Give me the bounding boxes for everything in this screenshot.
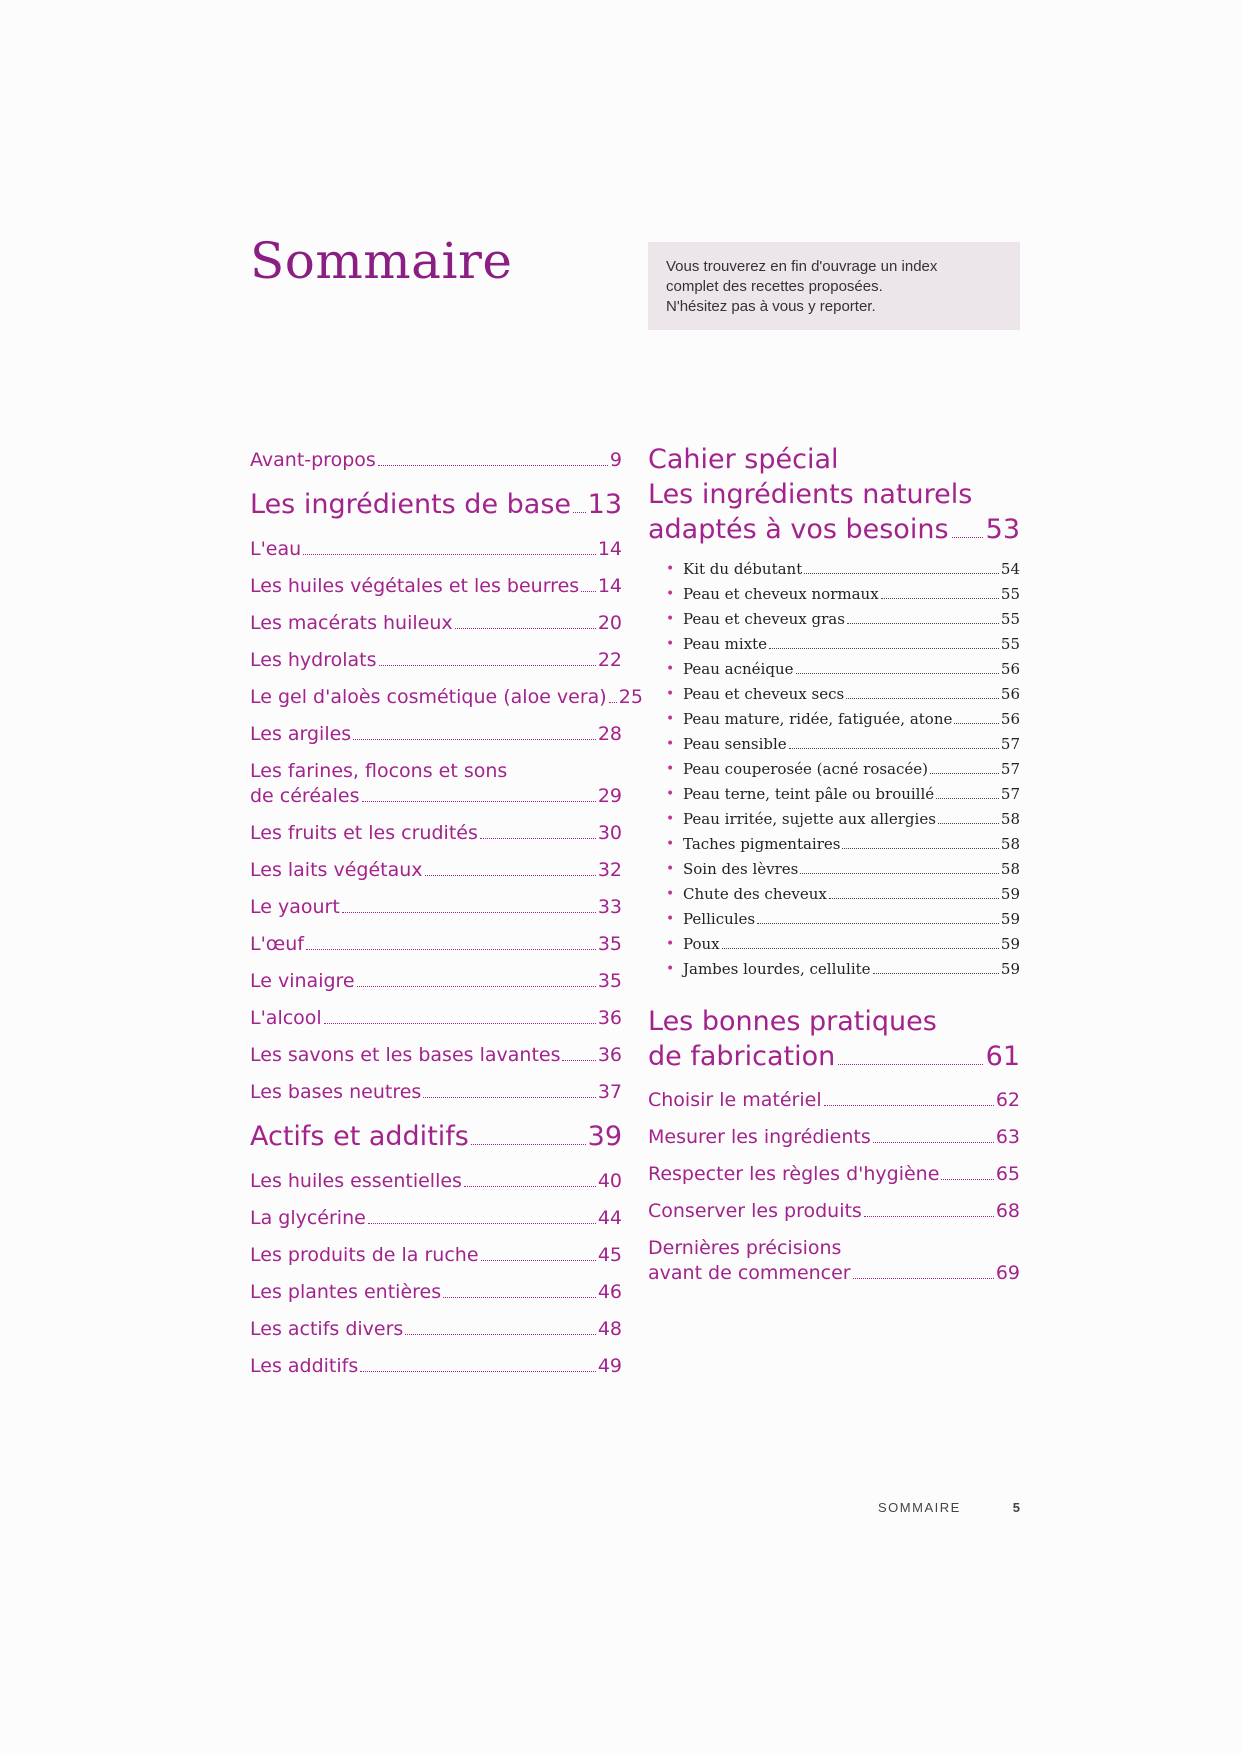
toc-entry[interactable]	[250, 605, 622, 642]
toc-page: 35	[597, 970, 622, 992]
toc-label-line1: Les farines, flocons et sons	[250, 760, 508, 782]
toc-label: Peau et cheveux secs	[683, 685, 845, 703]
toc-page: 58	[1000, 810, 1020, 828]
bullet-icon: •	[666, 586, 675, 602]
toc-page: 30	[597, 822, 622, 844]
note-line: complet des recettes proposées.	[666, 278, 883, 295]
toc-page: 44	[597, 1207, 622, 1229]
toc-label: Avant-propos	[250, 449, 376, 471]
toc-page: 39	[587, 1121, 622, 1152]
toc-page: 28	[597, 723, 622, 745]
toc-section-actifs-additifs[interactable]	[250, 1115, 622, 1159]
list-item[interactable]	[666, 807, 1020, 832]
toc-label-line2: de céréales	[250, 785, 360, 807]
bullet-icon: •	[666, 886, 675, 902]
toc-label: Les savons et les bases lavantes	[250, 1044, 561, 1066]
leader-dots	[842, 848, 998, 849]
leader-dots	[873, 973, 999, 974]
list-item[interactable]	[666, 882, 1020, 907]
toc-entry[interactable]	[250, 1074, 622, 1111]
leader-dots	[938, 823, 999, 824]
toc-label: Kit du débutant	[683, 560, 803, 578]
toc-page: 53	[985, 514, 1020, 545]
toc-label: Peau couperosée (acné rosacée)	[683, 760, 929, 778]
toc-page: 20	[597, 612, 622, 634]
toc-entry[interactable]	[250, 531, 622, 568]
toc-label: Choisir le matériel	[648, 1089, 822, 1111]
toc-label: Peau mixte	[683, 635, 768, 653]
toc-entry[interactable]	[250, 1163, 622, 1200]
list-item[interactable]	[666, 932, 1020, 957]
toc-page: 35	[597, 933, 622, 955]
toc-label: Conserver les produits	[648, 1200, 862, 1222]
leader-dots	[804, 573, 999, 574]
leader-dots	[357, 986, 596, 987]
toc-label: Les huiles végétales et les beurres	[250, 575, 580, 597]
toc-label: Peau irritée, sujette aux allergies	[683, 810, 936, 828]
toc-page: 59	[1000, 885, 1020, 903]
leader-dots	[930, 773, 999, 774]
toc-page: 57	[1000, 785, 1020, 803]
leader-dots	[480, 838, 596, 839]
bullet-icon: •	[666, 686, 675, 702]
toc-entry[interactable]	[250, 1311, 622, 1348]
leader-dots	[581, 591, 596, 592]
leader-dots	[471, 1144, 586, 1145]
bullet-icon: •	[666, 611, 675, 627]
toc-label: Soin des lèvres	[683, 860, 799, 878]
toc-label: Le gel d'aloès cosmétique (aloe vera)	[250, 686, 607, 708]
toc-label: Mesurer les ingrédients	[648, 1126, 871, 1148]
leader-dots	[838, 1064, 982, 1065]
toc-page: 55	[1000, 585, 1020, 603]
toc-entry[interactable]	[250, 642, 622, 679]
leader-dots	[757, 923, 999, 924]
toc-page: 56	[1000, 710, 1020, 728]
leader-dots	[368, 1223, 596, 1224]
toc-page: 25	[618, 686, 643, 708]
toc-section-cahier-special[interactable]	[648, 442, 1020, 547]
toc-entry[interactable]	[250, 889, 622, 926]
page-number: 5	[1012, 1500, 1020, 1515]
toc-label: Les produits de la ruche	[250, 1244, 479, 1266]
toc-page: 29	[597, 785, 622, 807]
list-item[interactable]	[666, 782, 1020, 807]
toc-page: 69	[995, 1262, 1020, 1284]
toc-label: adaptés à vos besoins	[648, 514, 949, 545]
toc-label: Les laits végétaux	[250, 859, 423, 881]
bullet-icon: •	[666, 811, 675, 827]
toc-page: 57	[1000, 735, 1020, 753]
toc-label: Les plantes entières	[250, 1281, 442, 1303]
page-title: Sommaire	[250, 232, 513, 290]
cahier-sub-list	[648, 557, 1020, 982]
list-item[interactable]	[666, 832, 1020, 857]
toc-label: Les huiles essentielles	[250, 1170, 462, 1192]
leader-dots	[464, 1186, 596, 1187]
toc-page: 61	[985, 1041, 1020, 1072]
toc-label: Poux	[683, 935, 720, 953]
toc-entry[interactable]	[250, 852, 622, 889]
toc-page: 9	[609, 449, 622, 471]
toc-page: 14	[597, 538, 622, 560]
toc-label-line2: avant de commencer	[648, 1262, 851, 1284]
toc-page: 56	[1000, 685, 1020, 703]
section-line: Cahier spécial	[648, 444, 839, 475]
toc-page: 36	[597, 1044, 622, 1066]
toc-label: Pellicules	[683, 910, 756, 928]
toc-page: 37	[597, 1081, 622, 1103]
toc-label: Les fruits et les crudités	[250, 822, 478, 844]
bullet-icon: •	[666, 711, 675, 727]
toc-label: Chute des cheveux	[683, 885, 827, 903]
toc-label: Respecter les règles d'hygiène	[648, 1163, 940, 1185]
leader-dots	[609, 702, 617, 703]
leader-dots	[455, 628, 596, 629]
leader-dots	[873, 1142, 994, 1143]
list-item[interactable]	[666, 632, 1020, 657]
leader-dots	[864, 1216, 994, 1217]
toc-line2	[250, 784, 622, 809]
leader-dots	[952, 537, 983, 538]
toc-page: 59	[1000, 960, 1020, 978]
toc-entry[interactable]	[250, 568, 622, 605]
index-note-box	[648, 242, 1020, 330]
bullet-icon: •	[666, 561, 675, 577]
toc-line2	[648, 1261, 1020, 1286]
toc-right-column	[648, 442, 1020, 1292]
toc-label: de fabrication	[648, 1041, 836, 1072]
toc-page: 40	[597, 1170, 622, 1192]
leader-dots	[481, 1260, 596, 1261]
leader-dots	[353, 739, 596, 740]
toc-label: La glycérine	[250, 1207, 366, 1229]
list-item[interactable]	[666, 857, 1020, 882]
toc-label: L'œuf	[250, 933, 304, 955]
leader-dots	[303, 554, 596, 555]
toc-page: 13	[587, 489, 622, 520]
bullet-icon: •	[666, 836, 675, 852]
toc-entry[interactable]	[250, 1274, 622, 1311]
leader-dots	[360, 1371, 596, 1372]
toc-page: 58	[1000, 860, 1020, 878]
toc-label: L'alcool	[250, 1007, 322, 1029]
toc-entry[interactable]	[250, 1237, 622, 1274]
leader-dots	[789, 748, 999, 749]
toc-entry[interactable]	[250, 1348, 622, 1385]
toc-entry[interactable]	[250, 926, 622, 963]
toc-entry[interactable]	[250, 1037, 622, 1074]
toc-entry[interactable]	[648, 1156, 1020, 1193]
note-line: N'hésitez pas à vous y reporter.	[666, 298, 876, 315]
leader-dots	[941, 1179, 993, 1180]
toc-page: 58	[1000, 835, 1020, 853]
leader-dots	[562, 1060, 595, 1061]
leader-dots	[829, 898, 999, 899]
toc-page: 49	[597, 1355, 622, 1377]
leader-dots	[423, 1097, 595, 1098]
toc-page: 68	[995, 1200, 1020, 1222]
toc-page: 57	[1000, 760, 1020, 778]
list-item[interactable]	[666, 582, 1020, 607]
toc-page: 46	[597, 1281, 622, 1303]
list-item[interactable]	[666, 657, 1020, 682]
bullet-icon: •	[666, 661, 675, 677]
leader-dots	[362, 801, 596, 802]
toc-label: Les ingrédients de base	[250, 489, 571, 520]
bullet-icon: •	[666, 911, 675, 927]
leader-dots	[853, 1278, 994, 1279]
toc-label: Les bases neutres	[250, 1081, 422, 1103]
toc-entry[interactable]	[250, 716, 622, 753]
leader-dots	[796, 673, 999, 674]
list-item[interactable]	[666, 757, 1020, 782]
toc-entry[interactable]	[648, 1193, 1020, 1230]
bullet-icon: •	[666, 736, 675, 752]
leader-dots	[936, 798, 999, 799]
bullet-icon: •	[666, 936, 675, 952]
toc-page: 54	[1000, 560, 1020, 578]
toc-label: L'eau	[250, 538, 302, 560]
toc-page: 22	[597, 649, 622, 671]
page-footer	[878, 1500, 1020, 1515]
toc-page: 45	[597, 1244, 622, 1266]
toc-label: Peau mature, ridée, fatiguée, atone	[683, 710, 953, 728]
toc-entry-dernieres[interactable]	[648, 1236, 1020, 1286]
toc-label: Les actifs divers	[250, 1318, 404, 1340]
toc-entry[interactable]	[250, 815, 622, 852]
leader-dots	[378, 465, 608, 466]
toc-page: 59	[1000, 910, 1020, 928]
leader-dots	[342, 912, 596, 913]
toc-entry[interactable]	[648, 1119, 1020, 1156]
toc-entry[interactable]	[250, 1000, 622, 1037]
toc-label: Les hydrolats	[250, 649, 377, 671]
leader-dots	[800, 873, 999, 874]
bullet-icon: •	[666, 636, 675, 652]
toc-left-column	[250, 442, 643, 1385]
toc-label-line1: Dernières précisions	[648, 1237, 842, 1259]
toc-page: 65	[995, 1163, 1020, 1185]
list-item[interactable]	[666, 682, 1020, 707]
toc-entry-farines[interactable]	[250, 759, 622, 809]
leader-dots	[769, 648, 999, 649]
toc-page: 14	[597, 575, 622, 597]
toc-label: Peau sensible	[683, 735, 787, 753]
bullet-icon: •	[666, 961, 675, 977]
toc-label: Les macérats huileux	[250, 612, 453, 634]
toc-entry[interactable]	[250, 1200, 622, 1237]
leader-dots	[847, 623, 999, 624]
toc-section-bonnes-pratiques[interactable]	[648, 1004, 1020, 1074]
list-item[interactable]	[666, 907, 1020, 932]
toc-label: Peau et cheveux gras	[683, 610, 845, 628]
note-line: Vous trouverez en fin d'ouvrage un index	[666, 258, 938, 275]
leader-dots	[425, 875, 596, 876]
toc-entry[interactable]	[648, 1082, 1020, 1119]
list-item[interactable]	[666, 607, 1020, 632]
running-footer-label: SOMMAIRE	[878, 1500, 961, 1515]
section-line: Les bonnes pratiques	[648, 1006, 937, 1037]
leader-dots	[846, 698, 999, 699]
toc-label: Peau acnéique	[683, 660, 794, 678]
section-line-with-page	[648, 1039, 1020, 1074]
toc-label: Jambes lourdes, cellulite	[683, 960, 871, 978]
toc-label: Les additifs	[250, 1355, 359, 1377]
bullet-icon: •	[666, 786, 675, 802]
toc-label: Peau et cheveux normaux	[683, 585, 879, 603]
toc-page: 33	[597, 896, 622, 918]
list-item[interactable]	[666, 557, 1020, 582]
toc-page: 32	[597, 859, 622, 881]
toc-page: 48	[597, 1318, 622, 1340]
toc-page: 56	[1000, 660, 1020, 678]
toc-page: 55	[1000, 610, 1020, 628]
toc-label: Taches pigmentaires	[683, 835, 841, 853]
list-item[interactable]	[666, 957, 1020, 982]
bullet-icon: •	[666, 861, 675, 877]
leader-dots	[405, 1334, 596, 1335]
toc-page: 59	[1000, 935, 1020, 953]
toc-label: Actifs et additifs	[250, 1121, 469, 1152]
toc-label: Le yaourt	[250, 896, 340, 918]
toc-page: 36	[597, 1007, 622, 1029]
toc-label: Les argiles	[250, 723, 352, 745]
bullet-icon: •	[666, 761, 675, 777]
toc-label: Peau terne, teint pâle ou brouillé	[683, 785, 935, 803]
leader-dots	[324, 1023, 596, 1024]
leader-dots	[722, 948, 999, 949]
toc-page: 62	[995, 1089, 1020, 1111]
section-line: Les ingrédients naturels	[648, 479, 973, 510]
leader-dots	[881, 598, 999, 599]
leader-dots	[573, 512, 586, 513]
list-item[interactable]	[666, 707, 1020, 732]
leader-dots	[824, 1105, 994, 1106]
toc-section-ingredients-base[interactable]	[250, 483, 622, 527]
toc-entry[interactable]	[250, 963, 622, 1000]
toc-page: 55	[1000, 635, 1020, 653]
section-line-with-page	[648, 512, 1020, 547]
leader-dots	[306, 949, 596, 950]
leader-dots	[954, 723, 999, 724]
leader-dots	[443, 1297, 596, 1298]
list-item[interactable]	[666, 732, 1020, 757]
toc-entry[interactable]	[250, 679, 643, 716]
toc-label: Le vinaigre	[250, 970, 355, 992]
toc-page: 63	[995, 1126, 1020, 1148]
toc-entry-avant-propos[interactable]	[250, 442, 622, 479]
leader-dots	[379, 665, 596, 666]
